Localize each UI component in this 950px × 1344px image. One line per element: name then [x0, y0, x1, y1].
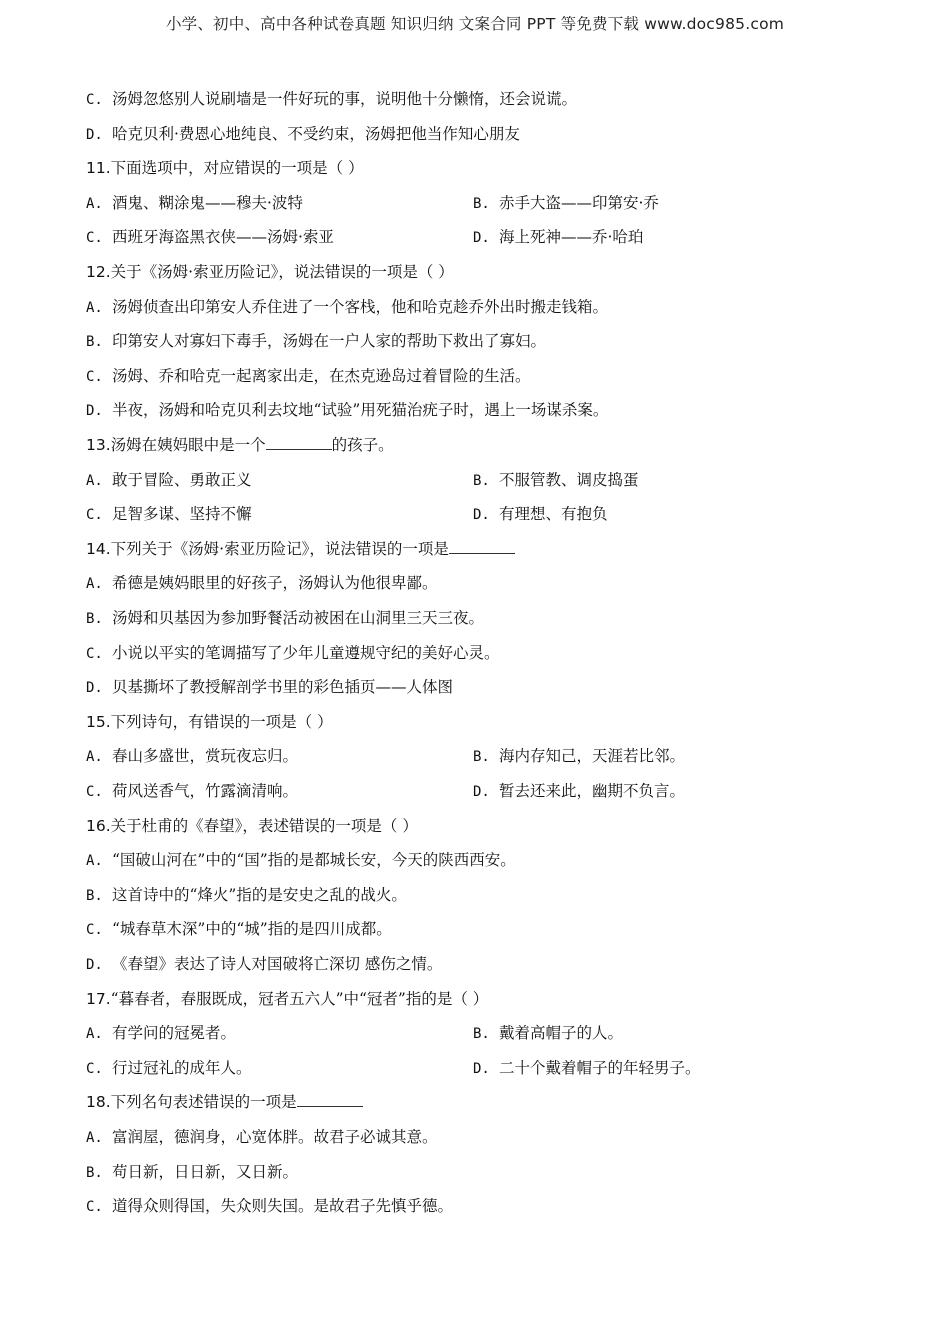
- option-label: C.: [86, 230, 103, 246]
- option-text: 海内存知己，天涯若比邻。: [499, 747, 686, 765]
- question-text: 关于杜甫的《春望》，表述错误的一项是（ ）: [110, 817, 418, 835]
- option-label: D.: [86, 403, 103, 419]
- option-text: 有理想、有抱负: [499, 505, 608, 523]
- answer-option: [86, 398, 608, 422]
- option-label: A.: [86, 196, 103, 212]
- answer-option: [86, 952, 442, 976]
- option-label: B.: [86, 888, 103, 904]
- option-label: D.: [86, 680, 103, 696]
- option-text: 小说以平实的笔调描写了少年儿童遵规守纪的美好心灵。: [112, 644, 500, 662]
- question-text: “暮春者，春服既成，冠者五六人”中“冠者”指的是（ ）: [110, 990, 489, 1008]
- option-label: C.: [86, 369, 103, 385]
- answer-option: [86, 364, 531, 388]
- option-label: A.: [86, 300, 103, 316]
- option-text: 汤姆、乔和哈克一起离家出走，在杰克逊岛过着冒险的生活。: [112, 367, 531, 385]
- answer-option: [86, 675, 453, 699]
- answer-option: [86, 1160, 298, 1184]
- option-label: B.: [473, 749, 490, 765]
- answer-option: [86, 744, 298, 768]
- option-text: 海上死神——乔·哈珀: [499, 228, 644, 246]
- question-stem: [86, 260, 454, 284]
- option-label: C.: [86, 922, 103, 938]
- option-text: 暂去还来此，幽期不负言。: [499, 782, 686, 800]
- question-stem: [86, 987, 488, 1011]
- question-stem: [86, 710, 333, 734]
- question-number: 15.: [86, 713, 111, 731]
- question-number: 13.: [86, 436, 111, 454]
- option-label: D.: [473, 1061, 490, 1077]
- option-text: 行过冠礼的成年人。: [112, 1059, 252, 1077]
- option-label: C.: [86, 1199, 103, 1215]
- question-text: 下列诗句，有错误的一项是（ ）: [110, 713, 333, 731]
- question-number: 12.: [86, 263, 111, 281]
- option-text: 富润屋，德润身，心宽体胖。故君子必诚其意。: [112, 1128, 438, 1146]
- answer-option: [86, 1194, 453, 1218]
- answer-option: [86, 191, 303, 215]
- option-label: B.: [473, 473, 490, 489]
- answer-option: [473, 468, 639, 492]
- option-label: C.: [86, 784, 103, 800]
- option-label: D.: [473, 784, 490, 800]
- question-number: 14.: [86, 540, 111, 558]
- option-text: 汤姆和贝基因为参加野餐活动被困在山洞里三天三夜。: [112, 609, 485, 627]
- question-text: 下列关于《汤姆·索亚历险记》，说法错误的一项是: [110, 540, 449, 558]
- option-label: A.: [86, 749, 103, 765]
- answer-option: [473, 744, 685, 768]
- option-text: 荷风送香气，竹露滴清响。: [112, 782, 299, 800]
- answer-option: [86, 571, 438, 595]
- option-text: 哈克贝利·费恩心地纯良、不受约束，汤姆把他当作知心朋友: [112, 125, 520, 143]
- option-text: 道得众则得国，失众则失国。是故君子先慎乎德。: [112, 1197, 454, 1215]
- question-number: 16.: [86, 817, 111, 835]
- option-label: D.: [473, 230, 490, 246]
- option-text: 酒鬼、糊涂鬼——穆夫·波特: [112, 194, 303, 212]
- option-text: 汤姆侦查出印第安人乔住进了一个客栈，他和哈克趁乔外出时搬走钱箱。: [112, 298, 609, 316]
- answer-option: [86, 883, 407, 907]
- answer-blank: [266, 433, 332, 450]
- option-text: 贝基撕坏了教授解剖学书里的彩色插页——人体图: [112, 678, 454, 696]
- option-label: B.: [86, 1165, 103, 1181]
- question-text: 汤姆在姨妈眼中是一个: [110, 436, 266, 454]
- answer-option: [86, 1125, 438, 1149]
- option-text: 西班牙海盗黑衣侠——汤姆·索亚: [112, 228, 334, 246]
- answer-option: [86, 329, 546, 353]
- question-text: 关于《汤姆·索亚历险记》，说法错误的一项是（ ）: [110, 263, 454, 281]
- option-label: B.: [473, 1026, 490, 1042]
- option-label: D.: [473, 507, 490, 523]
- option-text: 印第安人对寡妇下毒手，汤姆在一户人家的帮助下救出了寡妇。: [112, 332, 547, 350]
- answer-option: [86, 641, 500, 665]
- answer-option: [86, 87, 577, 111]
- option-text: “国破山河在”中的“国”指的是都城长安，今天的陕西西安。: [112, 851, 516, 869]
- option-text: 赤手大盗——印第安·乔: [499, 194, 659, 212]
- answer-option: [86, 848, 516, 872]
- option-label: B.: [86, 611, 103, 627]
- question-text: 下面选项中，对应错误的一项是（ ）: [110, 159, 364, 177]
- option-label: B.: [86, 334, 103, 350]
- option-label: A.: [86, 473, 103, 489]
- option-text: 半夜，汤姆和哈克贝利去坟地“试验”用死猫治疣子时，遇上一场谋杀案。: [112, 401, 609, 419]
- question-stem: [86, 537, 515, 561]
- answer-option: [86, 779, 298, 803]
- question-stem: [86, 814, 418, 838]
- answer-option: [473, 191, 659, 215]
- answer-option: [473, 1056, 701, 1080]
- option-label: A.: [86, 853, 103, 869]
- option-label: C.: [86, 1061, 103, 1077]
- answer-option: [86, 917, 392, 941]
- option-text: 戴着高帽子的人。: [499, 1024, 624, 1042]
- option-label: A.: [86, 1130, 103, 1146]
- option-label: C.: [86, 507, 103, 523]
- answer-option: [473, 1021, 623, 1045]
- answer-option: [86, 1056, 252, 1080]
- answer-option: [473, 225, 643, 249]
- answer-option: [86, 122, 520, 146]
- option-text: 春山多盛世，赏玩夜忘归。: [112, 747, 299, 765]
- option-label: A.: [86, 1026, 103, 1042]
- question-number: 18.: [86, 1093, 111, 1111]
- option-text: 足智多谋、坚持不懈: [112, 505, 252, 523]
- option-text: 苟日新，日日新，又日新。: [112, 1163, 299, 1181]
- option-label: B.: [473, 196, 490, 212]
- option-label: D.: [86, 957, 103, 973]
- answer-option: [86, 1021, 236, 1045]
- option-label: C.: [86, 646, 103, 662]
- answer-blank: [297, 1090, 363, 1107]
- option-label: A.: [86, 576, 103, 592]
- answer-option: [86, 606, 484, 630]
- option-text: 《春望》表达了诗人对国破将亡深切 感伤之情。: [112, 955, 443, 973]
- option-text: 这首诗中的“烽火”指的是安史之乱的战火。: [112, 886, 407, 904]
- answer-option: [86, 502, 252, 526]
- option-label: C.: [86, 92, 103, 108]
- option-text: 希德是姨妈眼里的好孩子，汤姆认为他很卑鄙。: [112, 574, 438, 592]
- option-text: 有学问的冠冕者。: [112, 1024, 237, 1042]
- question-stem: [86, 433, 394, 457]
- option-label: D.: [86, 127, 103, 143]
- question-number: 11.: [86, 159, 111, 177]
- answer-option: [86, 295, 608, 319]
- question-text: 下列名句表述错误的一项是: [110, 1093, 297, 1111]
- answer-option: [86, 225, 334, 249]
- answer-option: [473, 779, 685, 803]
- option-text: 汤姆忽悠别人说刷墙是一件好玩的事，说明他十分懒惰，还会说谎。: [112, 90, 578, 108]
- option-text: “城春草木深”中的“城”指的是四川成都。: [112, 920, 392, 938]
- option-text: 敢于冒险、勇敢正义: [112, 471, 252, 489]
- page-header: 小学、初中、高中各种试卷真题 知识归纳 文案合同 PPT 等免费下载 www.doc985.com: [165, 15, 785, 33]
- option-text: 不服管教、调皮捣蛋: [499, 471, 639, 489]
- answer-option: [86, 468, 252, 492]
- answer-option: [473, 502, 608, 526]
- question-stem: [86, 1090, 363, 1114]
- option-text: 二十个戴着帽子的年轻男子。: [499, 1059, 701, 1077]
- answer-blank: [449, 537, 515, 554]
- question-number: 17.: [86, 990, 111, 1008]
- question-text-after: 的孩子。: [331, 436, 394, 454]
- question-stem: [86, 156, 364, 180]
